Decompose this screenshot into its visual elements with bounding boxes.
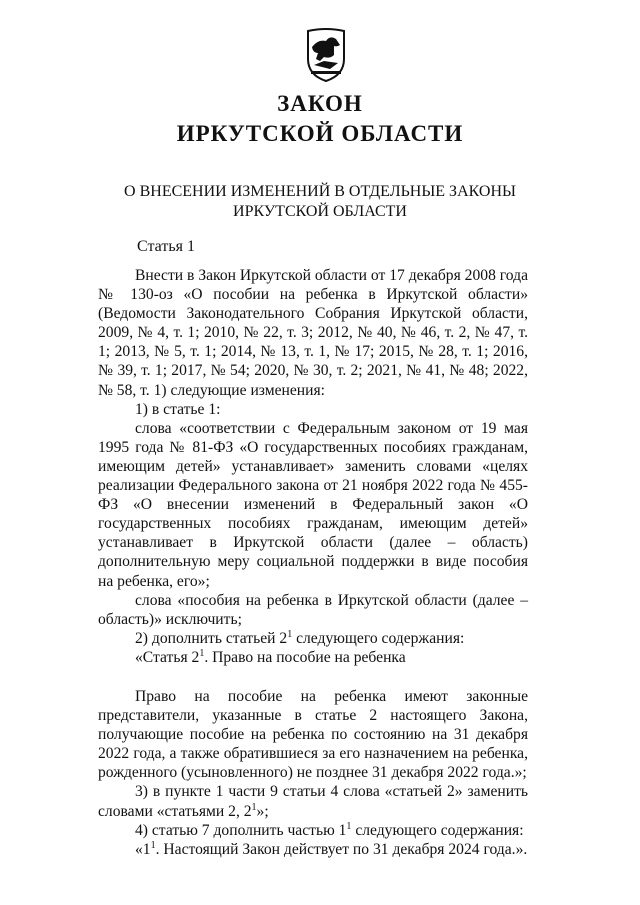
spacer: [98, 667, 528, 687]
coat-of-arms-icon: [304, 25, 348, 83]
item-2-text: 2) дополнить статьей 2: [135, 629, 288, 647]
new-article-sup: 1: [199, 647, 205, 659]
law-subtitle: О ВНЕСЕНИИ ИЗМЕНЕНИЙ В ОТДЕЛЬНЫЕ ЗАКОНЫ ИРКУТСКОЙ ОБЛАСТИ: [124, 183, 516, 220]
item-4-quote: [98, 840, 528, 859]
item-4-quote-text-end: . Настоящий Закон действует по 31 декабря 2024 года.».: [155, 840, 528, 858]
new-article-title-end: . Право на пособие на ребенка: [204, 648, 406, 666]
item-3-text: 3) в пункте 1 части 9 статьи 4 слова «статьей 2» заменить словами «статьями 2, 2: [98, 783, 528, 820]
article-body: [98, 266, 528, 859]
item-4-quote-sup: 1: [150, 839, 156, 851]
article-heading: Статья 1: [137, 238, 195, 255]
item-2: [98, 629, 528, 648]
item-2-sup: 1: [287, 628, 293, 640]
item-4-quote-text: «1: [135, 840, 151, 858]
article-intro: Внести в Закон Иркутской области от 17 декабря 2008 года № 130-оз «О пособии на ребенка в Иркутской области» (Ведомости Законодательного Собрания Иркутской области, 2009, № 4, т. 1; 2010, № 22, т. 3; 2012, № 40, № 46, т. 2, № 47, т. 1; 2013, № 5, т. 1; 2014, № 13, т. 1, № 17; 2015, № 28, т. 1; 2016, № 39, т. 1; 2017, № 54; 2020, № 30, т. 2; 2021, № 41, № 48; 2022, № 58, т. 1) следующие изменения:: [98, 267, 528, 399]
item-1: 1) в статье 1:: [135, 400, 221, 418]
item-3-text-end: »;: [256, 802, 269, 820]
item-3: [98, 782, 528, 820]
law-region-title: ИРКУТСКОЙ ОБЛАСТИ: [176, 121, 464, 146]
item-4: [98, 821, 528, 840]
item-1-text-b: слова «пособия на ребенка в Иркутской области (далее – область)» исключить;: [98, 591, 528, 628]
law-title: ЗАКОН: [277, 91, 363, 116]
item-1-text-a: слова «соответствии с Федеральным законом от 19 мая 1995 года № 81-ФЗ «О государственных пособиях гражданам, имеющим детей» устанавливает» заменить словами «целях реализации Федерального закона от 21 ноября 2022 года № 455-ФЗ «О внесении изменений в Федеральный закон «О государственных пособиях гражданам, имеющим детей» устанавливает в Иркутской области (далее – область) дополнительную меру социальной поддержки в виде пособия на ребенка, его»;: [98, 419, 528, 590]
item-2-text-end: следующего содержания:: [292, 629, 465, 647]
new-article-title: «Статья 2: [135, 648, 200, 666]
item-4-sup: 1: [346, 820, 352, 832]
item-4-text: 4) статью 7 дополнить частью 1: [135, 821, 347, 839]
item-4-text-end: следующего содержания:: [351, 821, 524, 839]
new-article-heading: [98, 648, 528, 667]
new-article-text: Право на пособие на ребенка имеют законные представители, указанные в статье 2 настоящего Закона, получающие пособие на ребенка по состоянию на 31 декабря 2022 года, а также обратившиеся за его назначением на ребенка, рожденного (усыновленного) не позднее 31 декабря 2022 года.»;: [98, 687, 528, 782]
item-3-sup: 1: [251, 801, 257, 813]
